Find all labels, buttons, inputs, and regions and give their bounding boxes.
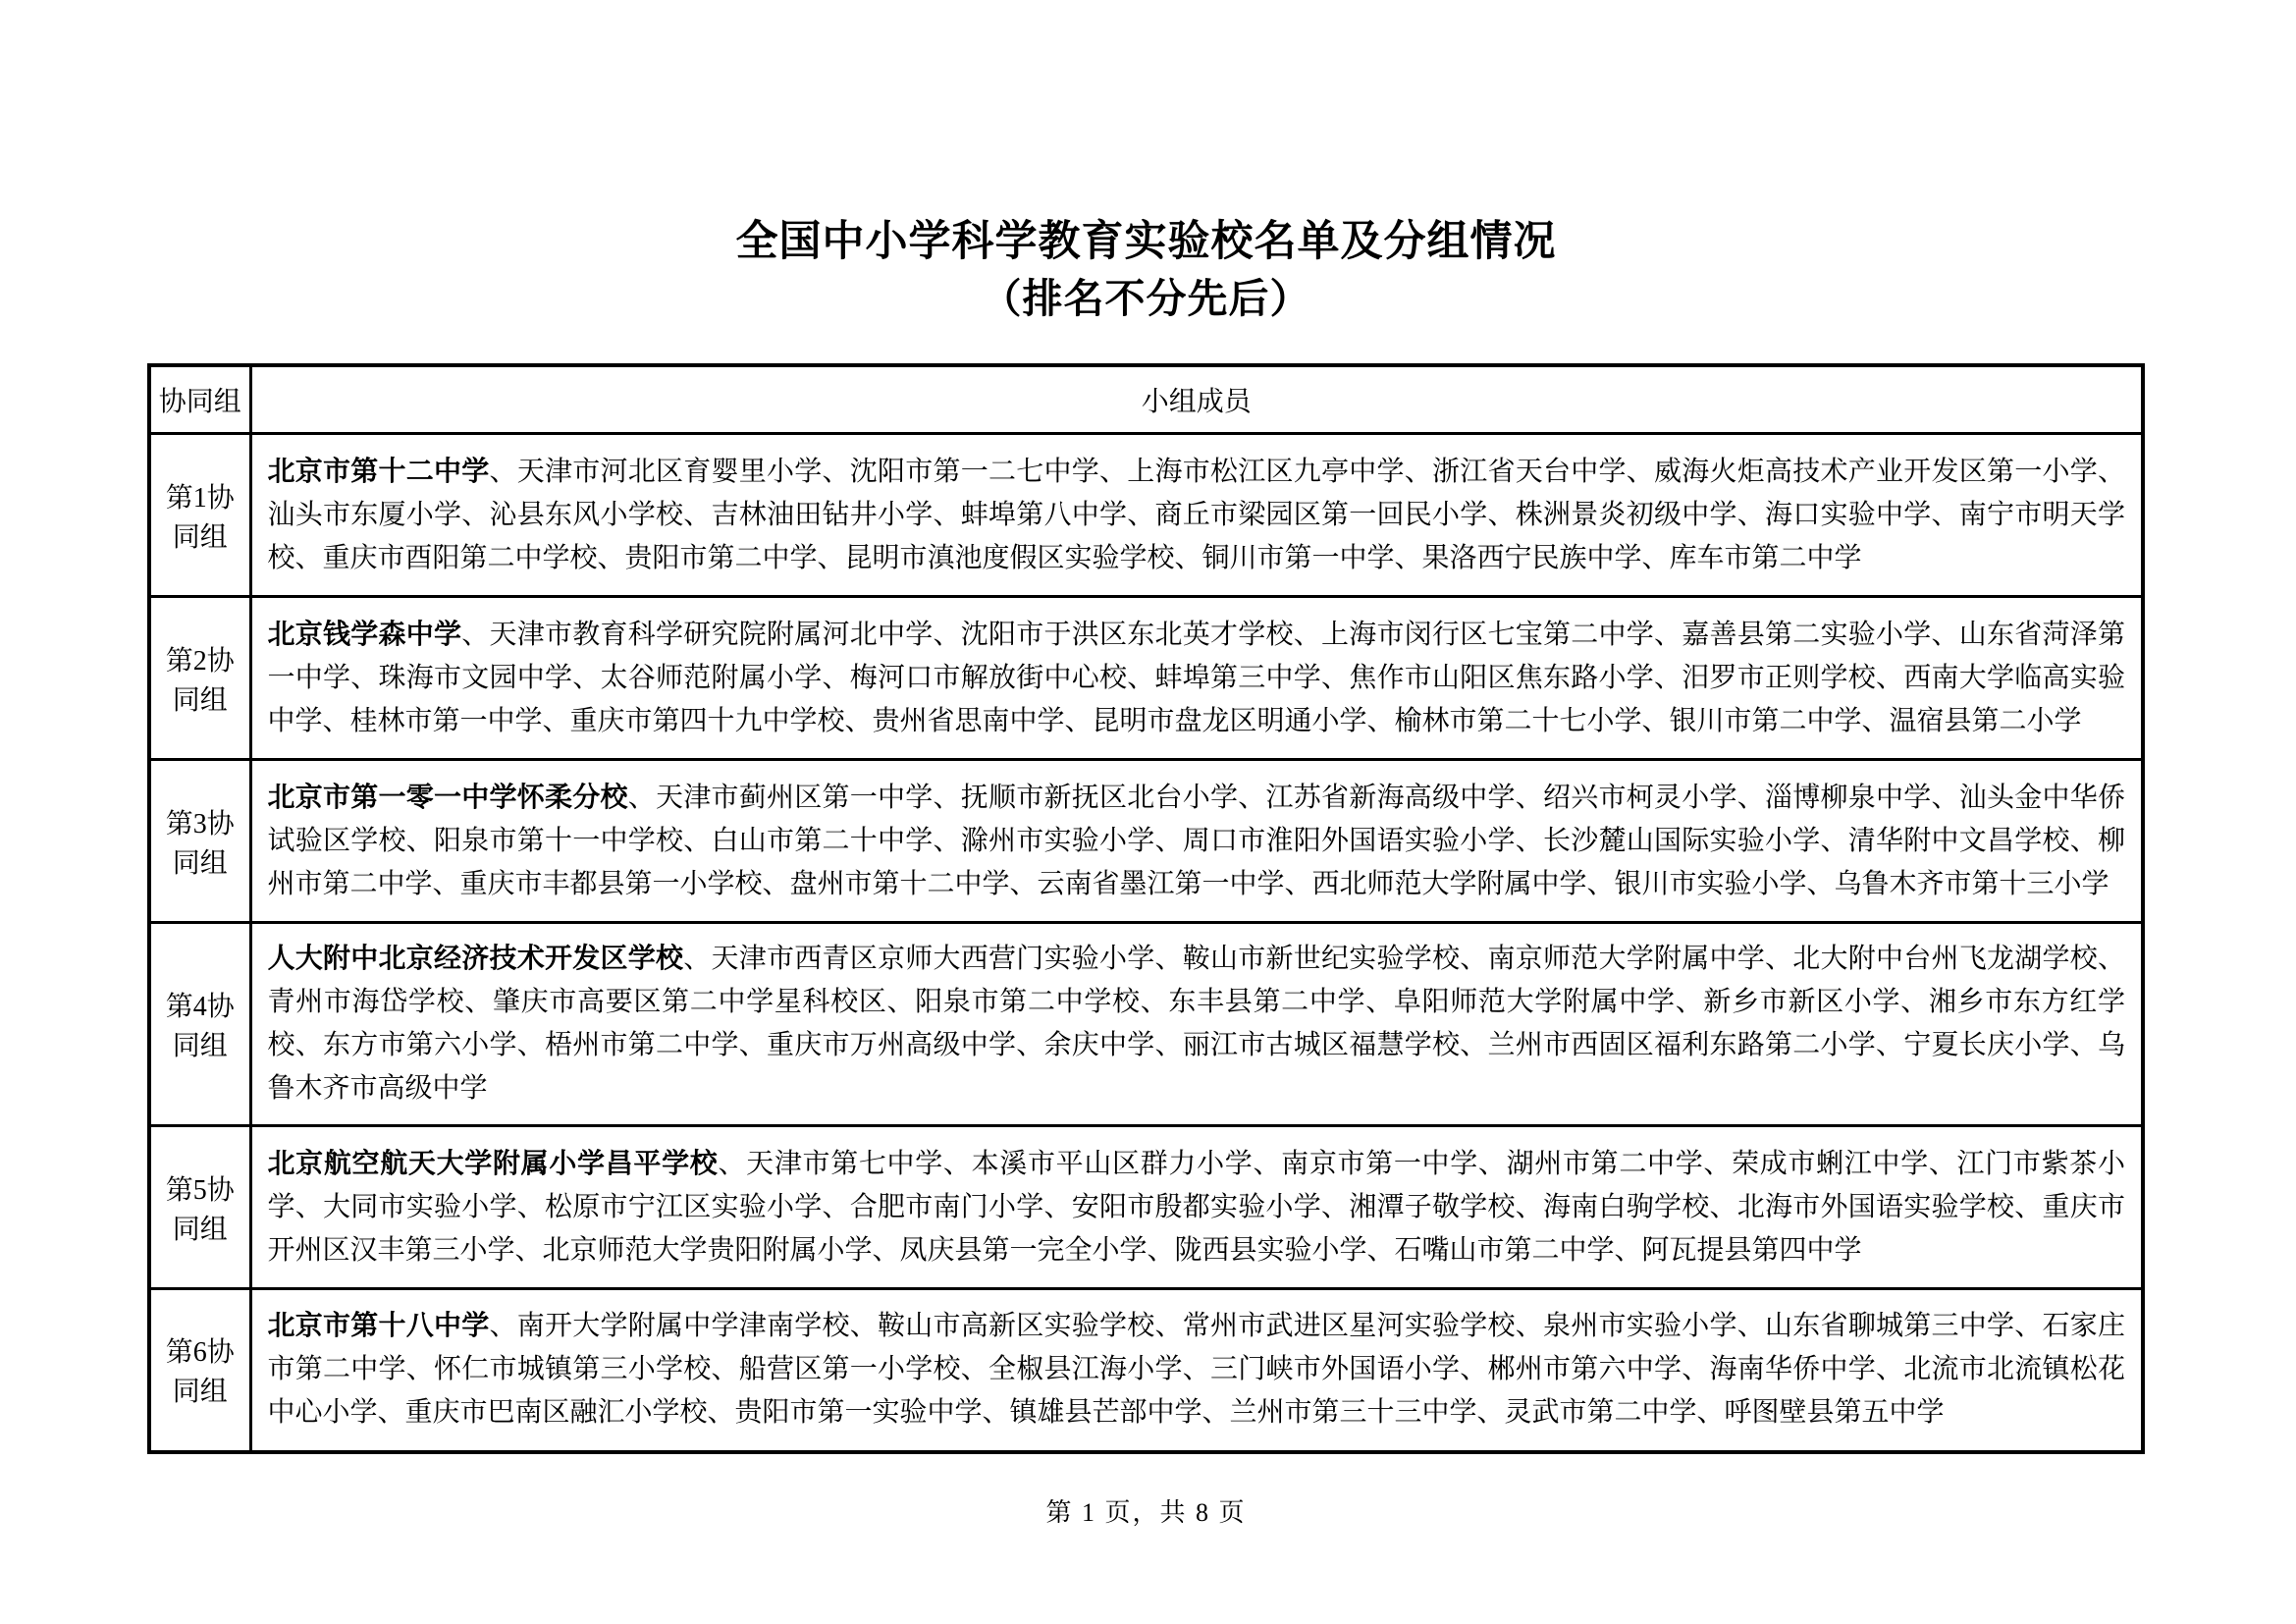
table-row	[149, 434, 2143, 597]
members-text	[250, 1126, 2143, 1289]
page-subtitle: （排名不分先后）	[981, 276, 1311, 321]
members-text	[250, 760, 2143, 923]
lead-school-name: 北京市第十二中学	[267, 456, 490, 487]
members-text	[250, 923, 2143, 1126]
lead-school-name: 北京航空航天大学附属小学昌平学校	[267, 1148, 719, 1179]
group-label: 第2协同组	[149, 597, 250, 760]
group-label: 第3协同组	[149, 760, 250, 923]
member-school-list: 、天津市第七中学、本溪市平山区群力小学、南京市第一中学、湖州市第二中学、荣成市蜊江中学、江门市紫茶小学、大同市实验小学、松原市宁江区实验小学、合肥市南门小学、安阳市殷都实验小学、湘潭子敬学校、海南白驹学校、北海市外国语实验学校、重庆市开州区汉丰第三小学、北京师范大学贵阳附属小学、凤庆县第一完全小学、陇西县实验小学、石嘴山市第二中学、阿瓦提县第四中学	[267, 1148, 2125, 1266]
group-label: 第4协同组	[149, 923, 250, 1126]
group-label: 第5协同组	[149, 1126, 250, 1289]
roster-table	[147, 363, 2145, 1454]
lead-school-name: 北京市第十八中学	[267, 1311, 490, 1342]
group-label: 第6协同组	[149, 1289, 250, 1452]
page-title: 全国中小学科学教育实验校名单及分组情况	[735, 219, 1557, 265]
table-row	[149, 597, 2143, 760]
lead-school-name: 人大附中北京经济技术开发区学校	[267, 944, 684, 974]
member-school-list: 、天津市河北区育婴里小学、沈阳市第一二七中学、上海市松江区九亭中学、浙江省天台中学、威海火炬高技术产业开发区第一小学、汕头市东厦小学、沁县东风小学校、吉林油田钻井小学、蚌埠第八中学、商丘市梁园区第一回民小学、株洲景炎初级中学、海口实验中学、南宁市明天学校、重庆市酉阳第二中学校、贵阳市第二中学、昆明市滇池度假区实验学校、铜川市第一中学、果洛西宁民族中学、库车市第二中学	[267, 456, 2125, 573]
lead-school-name: 北京市第一零一中学怀柔分校	[267, 782, 628, 813]
page-number-footer: 第 1 页，共 8 页	[1045, 1498, 1247, 1527]
member-school-list: 、天津市西青区京师大西营门实验小学、鞍山市新世纪实验学校、南京师范大学附属中学、北大附中台州飞龙湖学校、青州市海岱学校、肇庆市高要区第二中学星科校区、阳泉市第二中学校、东丰县第二中学、阜阳师范大学附属中学、新乡市新区小学、湘乡市东方红学校、东方市第六小学、梧州市第二中学、重庆市万州高级中学、余庆中学、丽江市古城区福慧学校、兰州市西固区福利东路第二小学、宁夏长庆小学、乌鲁木齐市高级中学	[267, 944, 2125, 1104]
table-row	[149, 1126, 2143, 1289]
member-school-list: 、天津市蓟州区第一中学、抚顺市新抚区北台小学、江苏省新海高级中学、绍兴市柯灵小学、淄博柳泉中学、汕头金中华侨试验区学校、阳泉市第十一中学校、白山市第二十中学、滁州市实验小学、周口市淮阳外国语实验小学、长沙麓山国际实验小学、清华附中文昌学校、柳州市第二中学、重庆市丰都县第一小学校、盘州市第十二中学、云南省墨江第一中学、西北师范大学附属中学、银川市实验小学、乌鲁木齐市第十三小学	[267, 782, 2125, 899]
members-text	[250, 597, 2143, 760]
lead-school-name: 北京钱学森中学	[267, 619, 462, 650]
members-text	[250, 434, 2143, 597]
title-block	[147, 214, 2145, 326]
table-row	[149, 760, 2143, 923]
member-school-list: 、南开大学附属中学津南学校、鞍山市高新区实验学校、常州市武进区星河实验学校、泉州市实验小学、山东省聊城第三中学、石家庄市第二中学、怀仁市城镇第三小学校、船营区第一小学校、全椒县江海小学、三门峡市外国语小学、郴州市第六中学、海南华侨中学、北流市北流镇松花中心小学、重庆市巴南区融汇小学校、贵阳市第一实验中学、镇雄县芒部中学、兰州市第三十三中学、灵武市第二中学、呼图壁县第五中学	[267, 1311, 2125, 1429]
group-label: 第1协同组	[149, 434, 250, 597]
table-header-row	[149, 365, 2143, 434]
member-school-list: 、天津市教育科学研究院附属河北中学、沈阳市于洪区东北英才学校、上海市闵行区七宝第二中学、嘉善县第二实验小学、山东省菏泽第一中学、珠海市文园中学、太谷师范附属小学、梅河口市解放街中心校、蚌埠第三中学、焦作市山阳区焦东路小学、汨罗市正则学校、西南大学临高实验中学、桂林市第一中学、重庆市第四十九中学校、贵州省思南中学、昆明市盘龙区明通小学、榆林市第二十七小学、银川市第二中学、温宿县第二小学	[267, 619, 2125, 736]
table-row	[149, 923, 2143, 1126]
table-row	[149, 1289, 2143, 1452]
header-members-column: 小组成员	[250, 365, 2143, 434]
members-text	[250, 1289, 2143, 1452]
header-group-column: 协同组	[149, 365, 250, 434]
